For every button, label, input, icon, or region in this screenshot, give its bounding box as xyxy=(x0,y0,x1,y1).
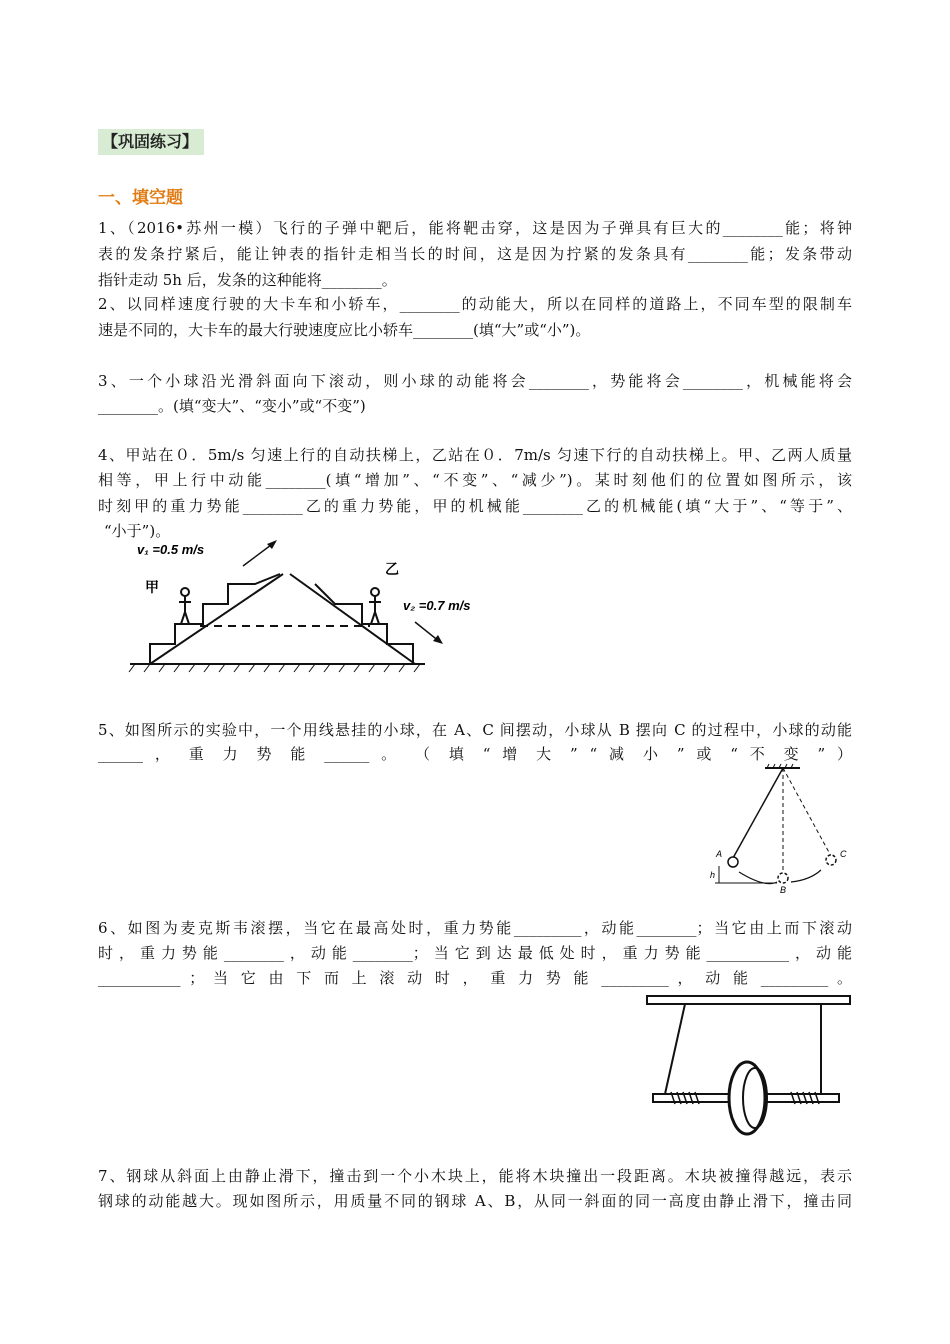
q4-line-1: 4、甲站在０．5m/s 匀速上行的自动扶梯上，乙站在０．7m/s 匀速下行的自动扶梯上。甲、乙两人质量 xyxy=(98,446,852,464)
q6-line-2: 时，重力势能________，动能________；当它到达最低处时，重力势能___________，动能 xyxy=(98,944,852,962)
v1-label: v₁ =0.5 m/s xyxy=(137,542,205,557)
q1-line-3: 指针走动 5h 后，发条的这种能将________。 xyxy=(98,271,397,289)
q2-line-1: 2、以同样速度行驶的大卡车和小轿车，________的动能大，所以在同样的道路上，不同车型的限制车 xyxy=(98,295,852,313)
q6-line-3: ___________ ； 当 它 由 下 而 上 滚 动 时 ， 重 力 势 能 _________ ， 动 能 _________ 。 xyxy=(98,969,852,987)
ball-a xyxy=(728,857,738,867)
section-title: 一、填空题 xyxy=(98,188,183,208)
maxwell-wheel-figure xyxy=(645,992,855,1147)
q3-line-1: 3、一个小球沿光滑斜面向下滚动，则小球的动能将会________，势能将会________，机械能将会 xyxy=(98,372,852,390)
q6-line-1: 6、如图为麦克斯韦滚摆，当它在最高处时，重力势能_________，动能________；当它由上而下滚动 xyxy=(98,919,852,937)
wheel xyxy=(729,1062,765,1134)
top-bar xyxy=(647,996,850,1004)
q4-line-2: 相等，甲上行中动能________(填“增加”、“不变”、“减少”)。某时刻他们的位置如图所示，该 xyxy=(98,471,852,489)
yi-label: 乙 xyxy=(385,561,399,577)
jia-label: 甲 xyxy=(145,579,159,595)
pendulum-figure xyxy=(705,762,855,897)
v2-label: v₂ =0.7 m/s xyxy=(403,598,471,613)
q1-line-2: 表的发条拧紧后，能让钟表的指针走相当长的时间，这是因为拧紧的发条具有________能；发条带动 xyxy=(98,245,852,263)
ball-c xyxy=(826,855,836,865)
label-a: A xyxy=(716,849,723,859)
q5-line-2: ______ ， 重 力 势 能 ______ 。 （ 填 “ 增 大 ” “ 减 小 ” 或 “ 不 变 ” ） xyxy=(98,745,852,763)
q2-line-2: 速是不同的，大卡车的最大行驶速度应比小轿车________(填“大”或“小”)。 xyxy=(98,321,591,339)
q7-line-1: 7、钢球从斜面上由静止滑下，撞击到一个小木块上，能将木块撞出一段距离。木块被撞得越远，表示 xyxy=(98,1167,852,1185)
q3-line-2: ________。(填“变大”、“变小”或“不变”) xyxy=(98,397,366,415)
q1-line-1: 1、（2016•苏州一模）飞行的子弹中靶后，能将靶击穿，这是因为子弹具有巨大的________能；将钟 xyxy=(98,219,852,237)
label-h: h xyxy=(710,870,716,880)
q4-line-3: 时刻甲的重力势能________乙的重力势能，甲的机械能________乙的机械能(填“大于”、“等于”、 xyxy=(98,497,852,515)
q4-line-4: “小于”)。 xyxy=(104,522,171,540)
right-escalator xyxy=(290,574,415,664)
pendulum-string-a xyxy=(733,768,783,858)
person-yi xyxy=(369,588,381,624)
section-heading: 【巩固练习】 xyxy=(98,129,204,155)
ball-b xyxy=(778,873,788,883)
person-jia xyxy=(179,588,191,624)
escalator-figure xyxy=(125,534,490,679)
q7-line-2: 钢球的动能越大。现如图所示，用质量不同的钢球 A、B，从同一斜面的同一高度由静止滑下，撞击同 xyxy=(98,1192,852,1210)
label-b: B xyxy=(780,885,787,895)
q5-line-1: 5、如图所示的实验中，一个用线悬挂的小球，在 A、C 间摆动，小球从 B 摆向 C 的过程中，小球的动能 xyxy=(98,721,852,739)
label-c: C xyxy=(840,849,847,859)
left-string xyxy=(665,1004,685,1094)
